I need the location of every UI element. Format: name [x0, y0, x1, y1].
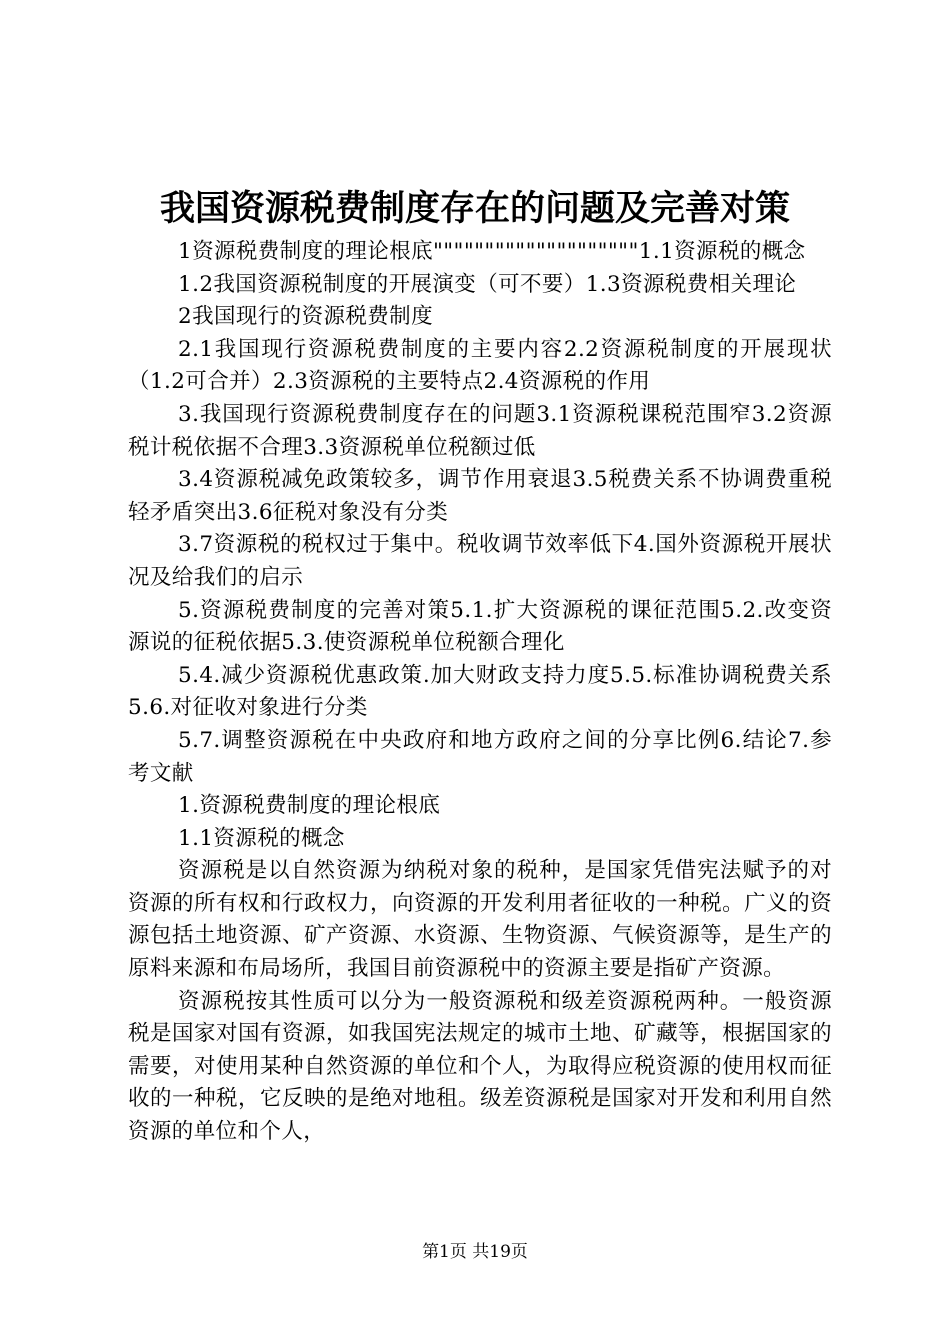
document-body [128, 236, 832, 1149]
paragraph: 1.2我国资源税制度的开展演变（可不要）1.3资源税费相关理论 [178, 271, 797, 297]
paragraph: 2.1我国现行资源税费制度的主要内容2.2资源税制度的开展现状（1.2可合并）2.3资源税的主要特点2.4资源税的作用 [128, 336, 832, 395]
paragraph: 5.7.调整资源税在中央政府和地方政府之间的分享比例6.结论7.参考文献 [128, 727, 832, 786]
paragraph: 3.7资源税的税权过于集中。税收调节效率低下4.国外资源税开展状况及给我们的启示 [128, 532, 832, 590]
paragraph: 5.4.减少资源税优惠政策.加大财政支持力度5.5.标准协调税费关系5.6.对征收对象进行分类 [128, 662, 832, 721]
paragraph: 资源税是以自然资源为纳税对象的税种，是国家凭借宪法赋予的对资源的所有权和行政权力，向资源的开发利用者征收的一种税。广义的资源包括土地资源、矿产资源、水资源、生物资源、气候资源等，是生产的原料来源和布局场所，我国目前资源税中的资源主要是指矿产资源。 [128, 858, 832, 982]
paragraph: 3.我国现行资源税费制度存在的问题3.1资源税课税范围窄3.2资源税计税依据不合理3.3资源税单位税额过低 [128, 401, 832, 460]
page-number-footer: 第1页 共19页 [422, 1242, 528, 1262]
subsection-heading: 1.1资源税的概念 [178, 825, 345, 851]
paragraph: 资源税按其性质可以分为一般资源税和级差资源税两种。一般资源税是国家对国有资源，如我国宪法规定的城市土地、矿藏等，根据国家的需要，对使用某种自然资源的单位和个人，为取得应税资源的使用权而征收的一种税，它反映的是绝对地租。级差资源税是国家对开发和利用自然资源的单位和个人， [128, 988, 832, 1145]
paragraph: 5.资源税费制度的完善对策5.1.扩大资源税的课征范围5.2.改变资源说的征税依据5.3.使资源税单位税额合理化 [128, 597, 832, 656]
document-title: 我国资源税费制度存在的问题及完善对策 [159, 188, 790, 229]
paragraph: 1资源税费制度的理论根底""""""""""""""""""""1.1资源税的概念 [178, 239, 806, 264]
paragraph: 3.4资源税减免政策较多，调节作用衰退3.5税费关系不协调费重税轻矛盾突出3.6征税对象没有分类 [128, 467, 832, 525]
paragraph: 2我国现行的资源税费制度 [178, 304, 433, 330]
section-heading: 1.资源税费制度的理论根底 [178, 793, 441, 819]
